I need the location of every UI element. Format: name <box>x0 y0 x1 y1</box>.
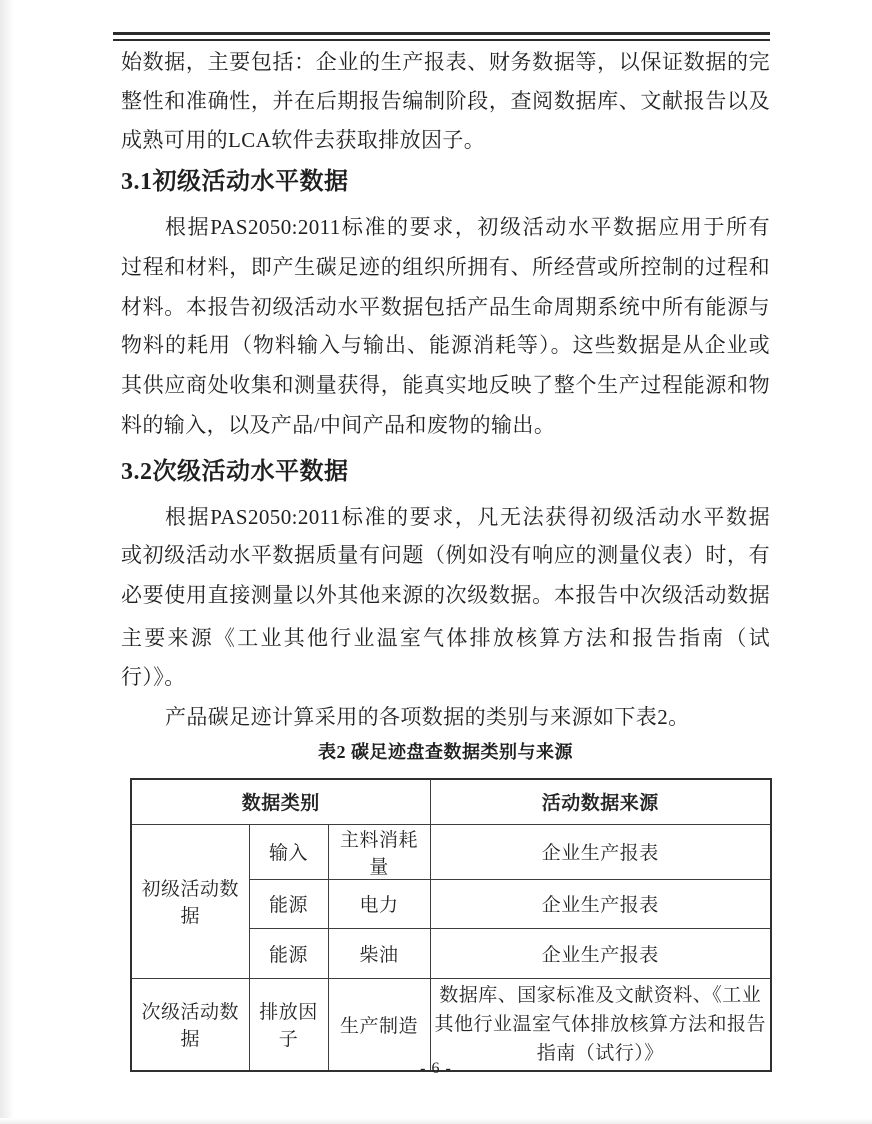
body-line: 始数据，主要包括：企业的生产报表、财务数据等，以保证数据的完 <box>121 50 770 74</box>
cell-item: 电力 <box>328 879 430 928</box>
table-row <box>131 978 771 1071</box>
cell-item: 柴油 <box>328 928 430 978</box>
body-line: 行）》。 <box>121 665 186 689</box>
scan-edge-artifact-bottom <box>0 1118 872 1124</box>
section-heading-3-2: 3.2次级活动水平数据 <box>121 459 349 485</box>
body-line: 物料的耗用（物料输入与输出、能源消耗等）。这些数据是从企业或 <box>121 333 770 357</box>
table-row <box>131 824 771 879</box>
body-line: 料的输入，以及产品/中间产品和废物的输出。 <box>121 413 556 437</box>
table-header-row <box>131 779 771 824</box>
cell-item: 生产制造 <box>328 978 430 1071</box>
group-label-secondary: 次级活动数据 <box>131 978 249 1071</box>
cell-type: 能源 <box>249 879 328 928</box>
body-line: 根据PAS2050:2011标准的要求，凡无法获得初级活动水平数据 <box>165 505 770 529</box>
section-heading-3-1: 3.1初级活动水平数据 <box>121 169 349 195</box>
body-line: 整性和准确性，并在后期报告编制阶段，查阅数据库、文献报告以及 <box>121 89 770 113</box>
body-line: 过程和材料，即产生碳足迹的组织所拥有、所经营或所控制的过程和 <box>121 255 770 279</box>
body-line: 成熟可用的LCA软件去获取排放因子。 <box>121 128 486 152</box>
cell-source: 数据库、国家标准及文献资料、《工业其他行业温室气体排放核算方法和报告指南（试行）》 <box>430 978 771 1071</box>
scan-edge-artifact <box>0 0 14 1124</box>
body-line: 材料。本报告初级活动水平数据包括产品生命周期系统中所有能源与 <box>121 295 770 319</box>
table-lead-line: 产品碳足迹计算采用的各项数据的类别与来源如下表2。 <box>165 705 690 729</box>
header-double-rule <box>113 32 770 41</box>
data-source-table <box>130 778 772 1072</box>
cell-type: 输入 <box>249 824 328 879</box>
body-line: 其供应商处收集和测量获得，能真实地反映了整个生产过程能源和物 <box>121 373 770 397</box>
body-line: 或初级活动水平数据质量有问题（例如没有响应的测量仪表）时，有 <box>121 543 770 567</box>
body-line: 根据PAS2050:2011标准的要求，初级活动水平数据应用于所有 <box>165 215 770 239</box>
body-line: 主要来源《工业其他行业温室气体排放核算方法和报告指南（试 <box>121 626 770 650</box>
cell-source: 企业生产报表 <box>430 928 771 978</box>
cell-source: 企业生产报表 <box>430 879 771 928</box>
header-cell-category: 数据类别 <box>131 779 430 824</box>
cell-source: 企业生产报表 <box>430 824 771 879</box>
page-number: - 6 - <box>420 1060 452 1077</box>
body-line: 必要使用直接测量以外其他来源的次级数据。本报告中次级活动数据 <box>121 583 770 607</box>
cell-type: 排放因子 <box>249 978 328 1071</box>
group-label-primary: 初级活动数据 <box>131 824 249 978</box>
cell-item: 主料消耗量 <box>328 824 430 879</box>
header-cell-source: 活动数据来源 <box>430 779 771 824</box>
table-caption: 表2 碳足迹盘查数据类别与来源 <box>318 742 573 762</box>
cell-type: 能源 <box>249 928 328 978</box>
